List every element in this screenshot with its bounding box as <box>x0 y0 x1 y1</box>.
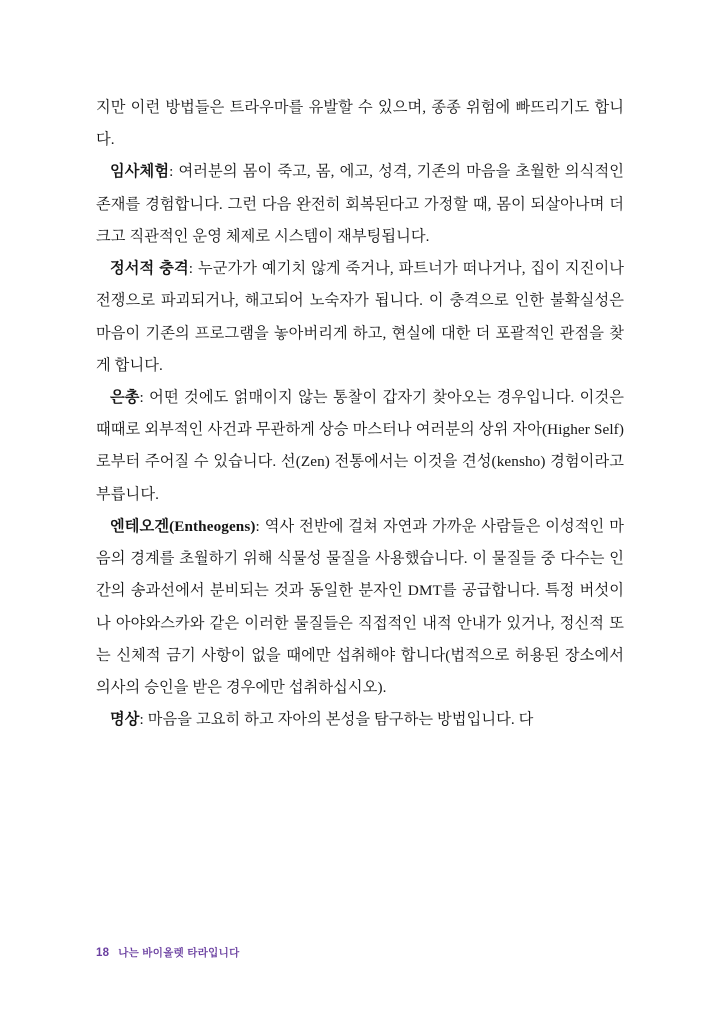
paragraph-near-death <box>96 156 624 253</box>
paragraph-grace <box>96 382 624 511</box>
running-title: 나는 바이올렛 타라입니다 <box>118 947 240 959</box>
paragraph-lead-in: 정서적 충격 <box>110 260 189 278</box>
paragraph-lead-in: 임사체험 <box>110 163 170 181</box>
paragraph-entheogens <box>96 511 624 704</box>
paragraph-text: : 어떤 것에도 얽매이지 않는 통찰이 갑자기 찾아오는 경우입니다. 이것은 때때로 외부적인 사건과 무관하게 상승 마스터나 여러분의 상위 자아(Higher Self)로부터 주어질 수 있습니다. 선(Zen) 전통에서는 이것을 견성(kensho) 경험이라고 부릅니다. <box>96 388 624 503</box>
page-footer <box>96 945 624 960</box>
paragraph-lead-in: 명상 <box>110 711 140 729</box>
paragraph-meditation <box>96 704 624 736</box>
paragraph-text: : 여러분의 몸이 죽고, 몸, 에고, 성격, 기존의 마음을 초월한 의식적인 존재를 경험합니다. 그런 다음 완전히 회복된다고 가정할 때, 몸이 되살아나며 더 크고 직관적인 운영 체제로 시스템이 재부팅됩니다. <box>96 163 624 245</box>
paragraph-text: : 누군가가 예기치 않게 죽거나, 파트너가 떠나거나, 집이 지진이나 전쟁으로 파괴되거나, 해고되어 노숙자가 됩니다. 이 충격으로 인한 불확실성은 마음이 기존의 프로그램을 놓아버리게 하고, 현실에 대한 더 포괄적인 관점을 찾게 합니다. <box>96 260 624 374</box>
paragraph-emotional-shock <box>96 253 624 382</box>
paragraph-lead-in: 엔테오겐(Entheogens) <box>110 517 256 535</box>
paragraph-text: : 역사 전반에 걸쳐 자연과 가까운 사람들은 이성적인 마음의 경계를 초월하기 위해 식물성 물질을 사용했습니다. 이 물질들 중 다수는 인간의 송과선에서 분비되는 것과 동일한 분자인 DMT를 공급합니다. 특정 버섯이나 아야와스카와 같은 이러한 물질들은 직접적인 내적 안내가 있거나, 정신적 또는 신체적 금기 사항이 없을 때에만 섭취해야 합니다(법적으로 허용된 장소에서 의사의 승인을 받은 경우에만 섭취하십시오). <box>96 517 624 696</box>
paragraph-lead-in: 은총 <box>110 388 140 406</box>
paragraph-text: 지만 이런 방법들은 트라우마를 유발할 수 있으며, 종종 위험에 빠뜨리기도 합니다. <box>96 99 624 149</box>
page-number: 18 <box>96 947 110 959</box>
paragraph-continued <box>96 92 624 156</box>
page-body <box>96 92 624 736</box>
paragraph-text: : 마음을 고요히 하고 자아의 본성을 탐구하는 방법입니다. 다 <box>139 711 534 729</box>
